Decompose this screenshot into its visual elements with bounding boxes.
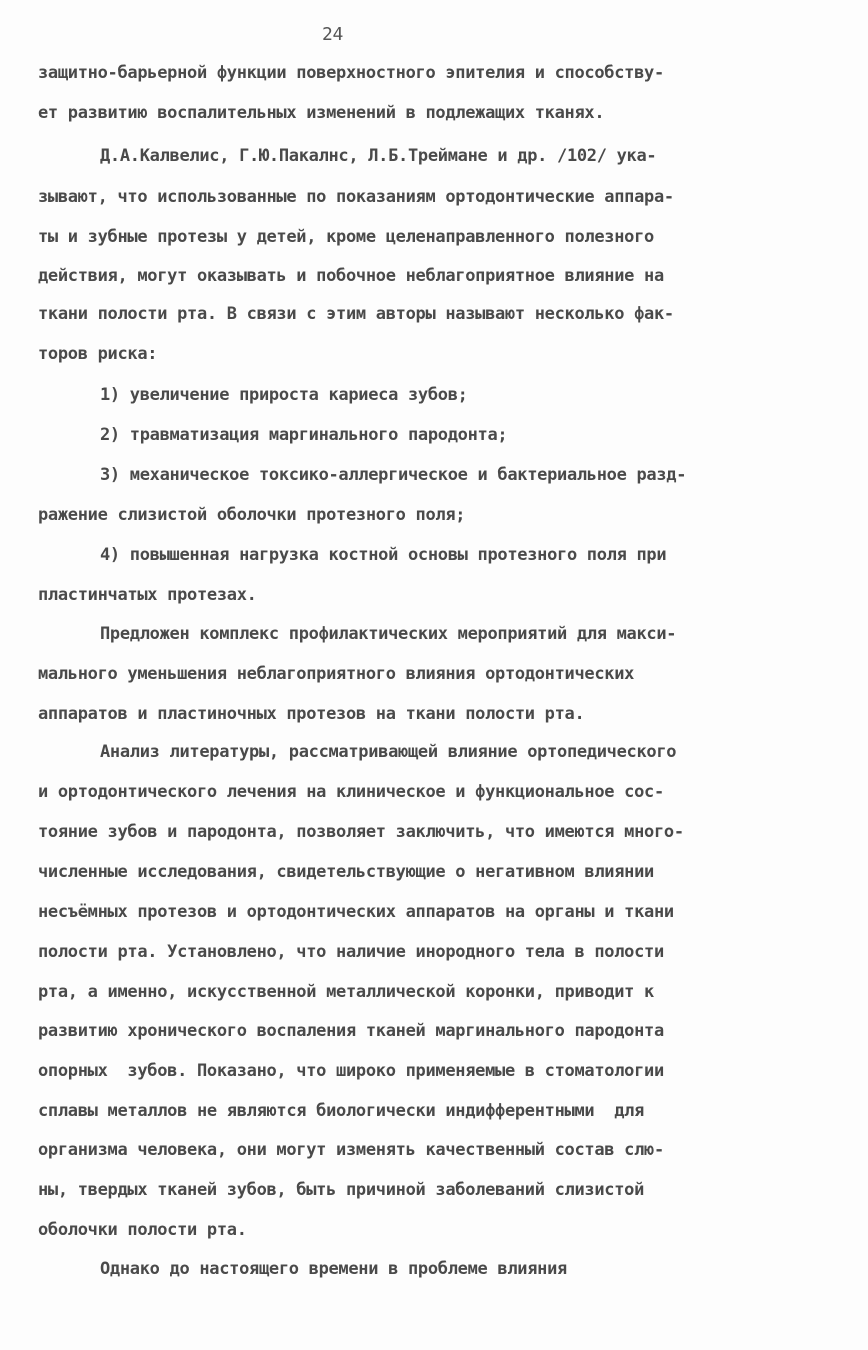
text-line: ты и зубные протезы у детей, кроме целенаправленного полезного <box>38 227 654 247</box>
text-line: тояние зубов и пародонта, позволяет заключить, что имеются много- <box>38 822 684 842</box>
text-line: мального уменьшения неблагоприятного влияния ортодонтических <box>38 664 635 684</box>
text-line: защитно-барьерной функции поверхностного эпителия и способству- <box>38 63 664 83</box>
text-line: ражение слизистой оболочки протезного поля; <box>38 505 466 525</box>
text-line: торов риска: <box>38 344 158 364</box>
text-line: численные исследования, свидетельствующие о негативном влиянии <box>38 862 654 882</box>
text-line: ет развитию воспалительных изменений в подлежащих тканях. <box>38 103 605 123</box>
text-line: ны, твердых тканей зубов, быть причиной заболеваний слизистой <box>38 1180 645 1200</box>
page-number: 24 <box>322 24 344 45</box>
text-line: действия, могут оказывать и побочное неблагоприятное влияние на <box>38 266 664 286</box>
text-line: Анализ литературы, рассматривающей влияние ортопедического <box>100 742 677 762</box>
list-item: 2) травматизация маргинального пародонта; <box>100 425 508 445</box>
text-line: ткани полости рта. В связи с этим авторы называют несколько фак- <box>38 304 674 324</box>
text-line: организма человека, они могут изменять качественный состав слю- <box>38 1140 664 1160</box>
text-line: и ортодонтического лечения на клиническое и функциональное сос- <box>38 782 664 802</box>
list-item: 4) повышенная нагрузка костной основы протезного поля при <box>100 545 667 565</box>
text-line: Однако до настоящего времени в проблеме влияния <box>100 1259 567 1279</box>
text-line: сплавы металлов не являются биологически индифферентными для <box>38 1101 645 1121</box>
text-line: несъёмных протезов и ортодонтических аппаратов на органы и ткани <box>38 902 674 922</box>
text-line: оболочки полости рта. <box>38 1220 247 1240</box>
text-line: полости рта. Установлено, что наличие инородного тела в полости <box>38 942 664 962</box>
text-line: рта, а именно, искусственной металлической коронки, приводит к <box>38 982 654 1002</box>
text-line: опорных зубов. Показано, что широко применяемые в стоматологии <box>38 1061 664 1081</box>
text-line: развитию хронического воспаления тканей маргинального пародонта <box>38 1021 664 1041</box>
list-item: 3) механическое токсико-аллергическое и бактериальное разд- <box>100 465 687 485</box>
text-line: зывают, что использованные по показаниям ортодонтические аппара- <box>38 187 674 207</box>
text-line: аппаратов и пластиночных протезов на ткани полости рта. <box>38 704 585 724</box>
list-item: 1) увеличение прироста кариеса зубов; <box>100 385 468 405</box>
text-line: Д.А.Калвелис, Г.Ю.Пакалнс, Л.Б.Треймане и др. /102/ ука- <box>100 146 657 166</box>
text-line: Предложен комплекс профилактических мероприятий для макси- <box>100 624 677 644</box>
text-line: пластинчатых протезах. <box>38 585 257 605</box>
